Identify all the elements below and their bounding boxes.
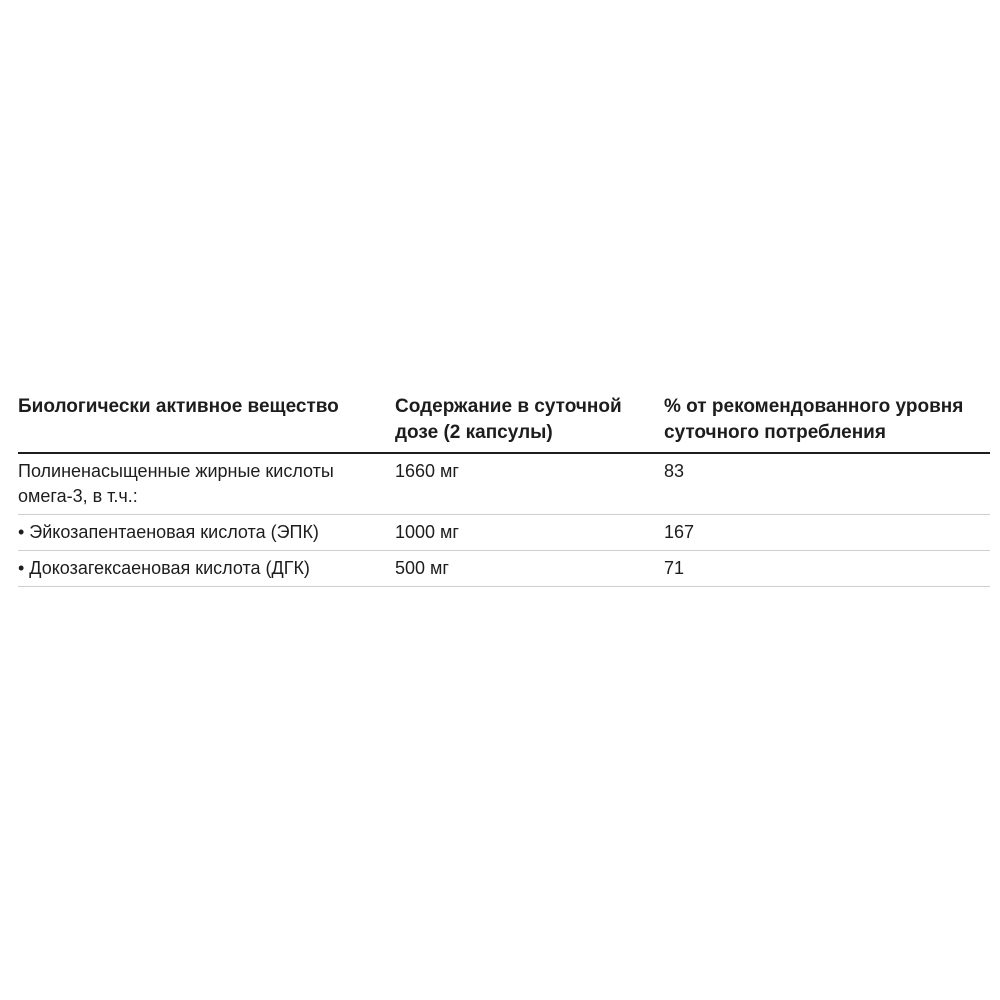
header-substance: Биологически активное вещество — [18, 392, 395, 453]
table-row — [18, 515, 990, 551]
header-daily-dose: Содержание в суточной дозе (2 капсулы) — [395, 392, 664, 453]
nutrition-table — [18, 392, 990, 587]
cell-percent: 83 — [664, 453, 990, 515]
cell-substance: • Докозагексаеновая кислота (ДГК) — [18, 551, 395, 587]
header-percent-daily: % от рекомендованного уровня суточного потребления — [664, 392, 990, 453]
cell-dose: 1660 мг — [395, 453, 664, 515]
cell-dose: 1000 мг — [395, 515, 664, 551]
cell-percent: 167 — [664, 515, 990, 551]
table-row — [18, 551, 990, 587]
cell-substance: • Эйкозапентаеновая кислота (ЭПК) — [18, 515, 395, 551]
cell-substance: Полиненасыщенные жирные кислоты омега-3, в т.ч.: — [18, 453, 395, 515]
cell-dose: 500 мг — [395, 551, 664, 587]
nutrition-table-container — [18, 392, 990, 587]
cell-percent: 71 — [664, 551, 990, 587]
table-header-row — [18, 392, 990, 453]
table-row — [18, 453, 990, 515]
